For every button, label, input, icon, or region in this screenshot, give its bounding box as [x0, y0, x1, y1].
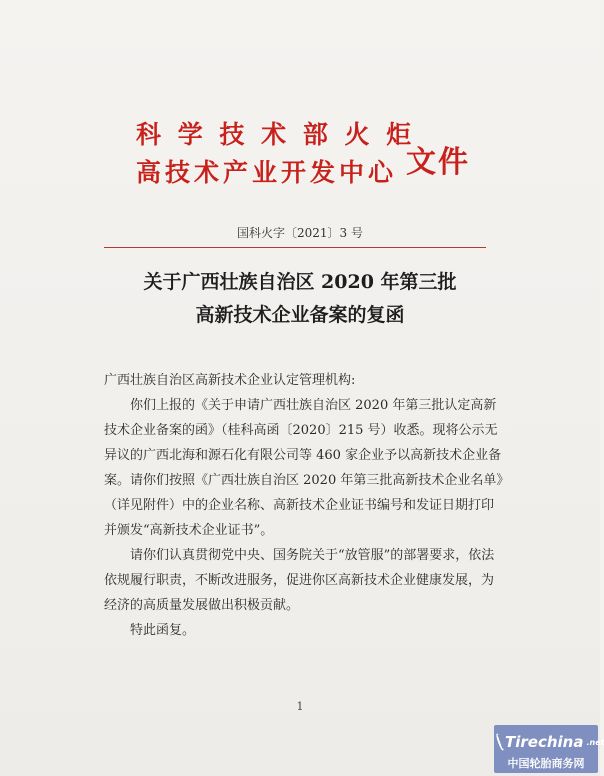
closing-remark: 特此函复。 — [130, 623, 196, 638]
page-number: 1 — [296, 700, 304, 713]
salutation: 广西壮族自治区高新技术企业认定管理机构: — [104, 373, 356, 388]
watermark-logo — [498, 731, 604, 753]
document-type: 文件 — [406, 145, 470, 180]
issuer-line-1: 科 学 技 术 部 火 炬 — [136, 120, 416, 149]
title-line-2: 高新技术企业备案的复函 — [195, 304, 405, 326]
document-number: 国科火字〔2021〕3 号 — [237, 226, 363, 240]
title-line-1: 关于广西壮族自治区 2020 年第三批 — [143, 271, 457, 293]
watermark-caption: 中国轮胎商务网 — [507, 757, 585, 770]
tire-swoosh-icon — [495, 733, 505, 751]
header-divider — [104, 247, 486, 248]
document-body — [104, 368, 504, 643]
body-paragraph-2: 请你们认真贯彻党中央、国务院关于“放管服”的部署要求，依法依规履行职责，不断改进服务，促进你区高新技术企业健康发展，为经济的高质量发展做出积极贡献。 — [104, 548, 495, 613]
body-paragraph-1: 你们上报的《关于申请广西壮族自治区 2020 年第三批认定高新技术企业备案的函》（桂科高函〔2020〕215 号）收悉。现将公示无异议的广西北海和源石化有限公司等 460 家企业予以高新技术企业备案。请你们按照《广西壮族自治区 2020 年第三批高新技术企业名单》（详见附件）中的企业名称、高新技术企业证书编号和发证日期打印并颁发“高新技术企业证书”。 — [104, 398, 503, 538]
issuer-line-2: 高技术产业开发中心 — [136, 158, 398, 187]
site-watermark — [494, 725, 604, 773]
issuer-name — [136, 116, 415, 192]
watermark-logo-text: Tirechina — [505, 733, 584, 751]
watermark-logo-suffix: .net — [586, 737, 604, 747]
document-title — [0, 266, 600, 332]
